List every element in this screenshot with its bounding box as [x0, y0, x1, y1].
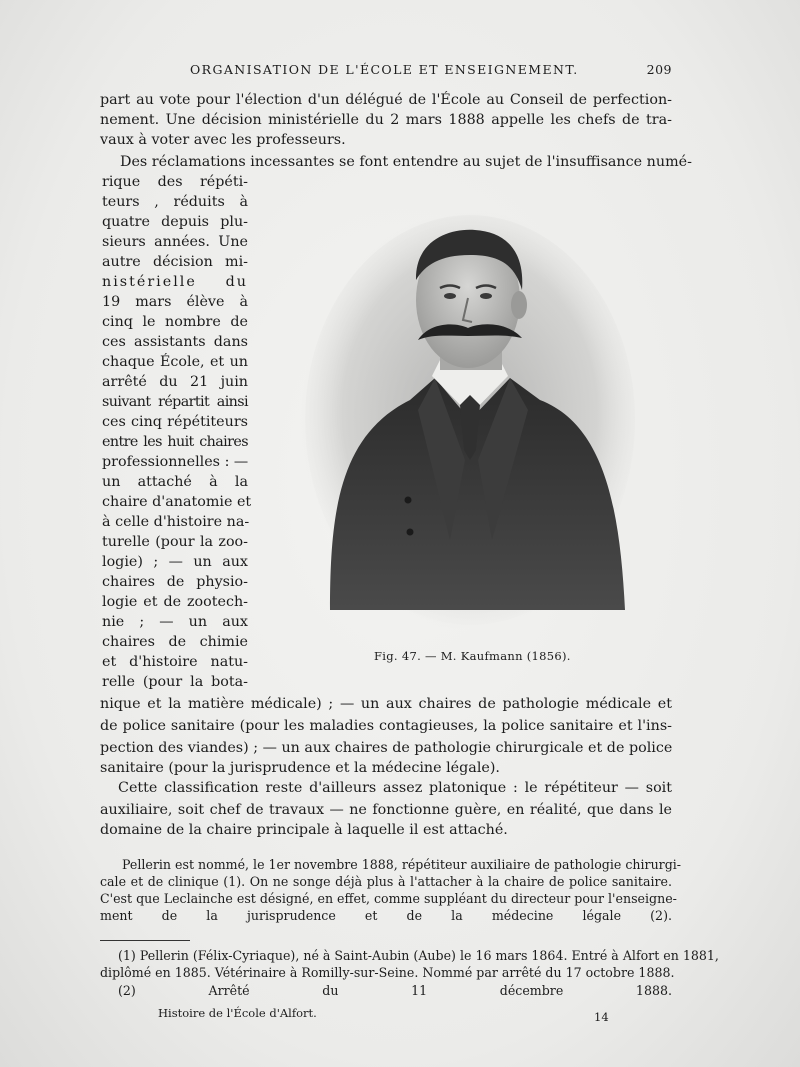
- note-line: ment de la jurisprudence et de la médecine légale (2).: [100, 908, 672, 923]
- text-line: sanitaire (pour la jurisprudence et la médecine légale).: [100, 760, 500, 776]
- column-line: autre décision mi-: [102, 254, 248, 270]
- portrait-figure: [300, 210, 640, 630]
- note-line: Pellerin est nommé, le 1er novembre 1888, répétiteur auxiliaire de pathologie chirurgi-: [122, 857, 682, 872]
- column-line: chaque École, et un: [102, 354, 248, 370]
- column-line: arrêté du 21 juin: [102, 374, 248, 390]
- column-line: professionnelles : —: [102, 454, 249, 470]
- column-line: relle (pour la bota-: [102, 674, 248, 690]
- text-line: de police sanitaire (pour les maladies contagieuses, la police sanitaire et l'ins-: [100, 718, 672, 734]
- text-line: auxiliaire, soit chef de travaux — ne fonctionne guère, en réalité, que dans le: [100, 802, 672, 818]
- column-line: quatre depuis plu-: [102, 214, 248, 230]
- book-title-footer: Histoire de l'École d'Alfort.: [158, 1006, 317, 1020]
- footnote-line: (1) Pellerin (Félix-Cyriaque), né à Saint-Aubin (Aube) le 16 mars 1864. Entré à Alfort en 1881,: [118, 948, 719, 963]
- text-line: vaux à voter avec les professeurs.: [100, 132, 346, 148]
- figure-caption: Fig. 47. — M. Kaufmann (1856).: [374, 649, 571, 663]
- text-line: part au vote pour l'élection d'un délégué de l'École au Conseil de perfection-: [100, 92, 672, 108]
- column-line: et d'histoire natu-: [102, 654, 248, 670]
- column-line: sieurs années. Une: [102, 234, 248, 250]
- column-line: suivant répartit ainsi: [102, 394, 248, 410]
- text-line: Cette classification reste d'ailleurs assez platonique : le répétiteur — soit: [118, 780, 672, 796]
- text-line: nique et la matière médicale) ; — un aux chaires de pathologie médicale et: [100, 696, 672, 712]
- portrait-engraving: [300, 210, 640, 630]
- column-line: chaire d'anatomie et: [102, 494, 252, 510]
- running-title: ORGANISATION DE L'ÉCOLE ET ENSEIGNEMENT.: [190, 62, 579, 77]
- note-line: cale et de clinique (1). On ne songe déjà plus à l'attacher à la chaire de police sanitaire.: [100, 874, 672, 889]
- column-line: 19 mars élève à: [102, 294, 248, 310]
- column-line: entre les huit chaires: [102, 434, 248, 450]
- footnote-rule: [100, 940, 190, 941]
- text-line: Des réclamations incessantes se font entendre au sujet de l'insuffisance numé-: [120, 154, 692, 170]
- column-line: chaires de physio-: [102, 574, 248, 590]
- column-line: ces cinq répétiteurs: [102, 414, 248, 430]
- column-line: chaires de chimie: [102, 634, 248, 650]
- text-line: domaine de la chaire principale à laquelle il est attaché.: [100, 822, 508, 838]
- column-line: ces assistants dans: [102, 334, 248, 350]
- footnote-line: (2) Arrêté du 11 décembre 1888.: [118, 983, 672, 998]
- text-line: pection des viandes) ; — un aux chaires de pathologie chirurgicale et de police: [100, 740, 673, 756]
- column-line: un attaché à la: [102, 474, 248, 490]
- column-line: nistérielle du: [102, 274, 248, 290]
- column-line: nie ; — un aux: [102, 614, 248, 630]
- column-line: rique des répéti-: [102, 174, 248, 190]
- column-line: turelle (pour la zoo-: [102, 534, 248, 550]
- column-line: à celle d'histoire na-: [102, 514, 250, 530]
- column-line: cinq le nombre de: [102, 314, 248, 330]
- column-line: logie) ; — un aux: [102, 554, 248, 570]
- note-line: C'est que Leclainche est désigné, en effet, comme suppléant du directeur pour l'enseigne-: [100, 891, 677, 906]
- footnote-line: diplômé en 1885. Vétérinaire à Romilly-sur-Seine. Nommé par arrêté du 17 octobre 1888.: [100, 965, 675, 980]
- column-line: teurs , réduits à: [102, 194, 248, 210]
- text-line: nement. Une décision ministérielle du 2 mars 1888 appelle les chefs de tra-: [100, 112, 672, 128]
- column-line: logie et de zootech-: [102, 594, 248, 610]
- signature-mark: 14: [594, 1010, 609, 1024]
- running-header: [100, 62, 672, 82]
- page-number: 209: [646, 62, 672, 77]
